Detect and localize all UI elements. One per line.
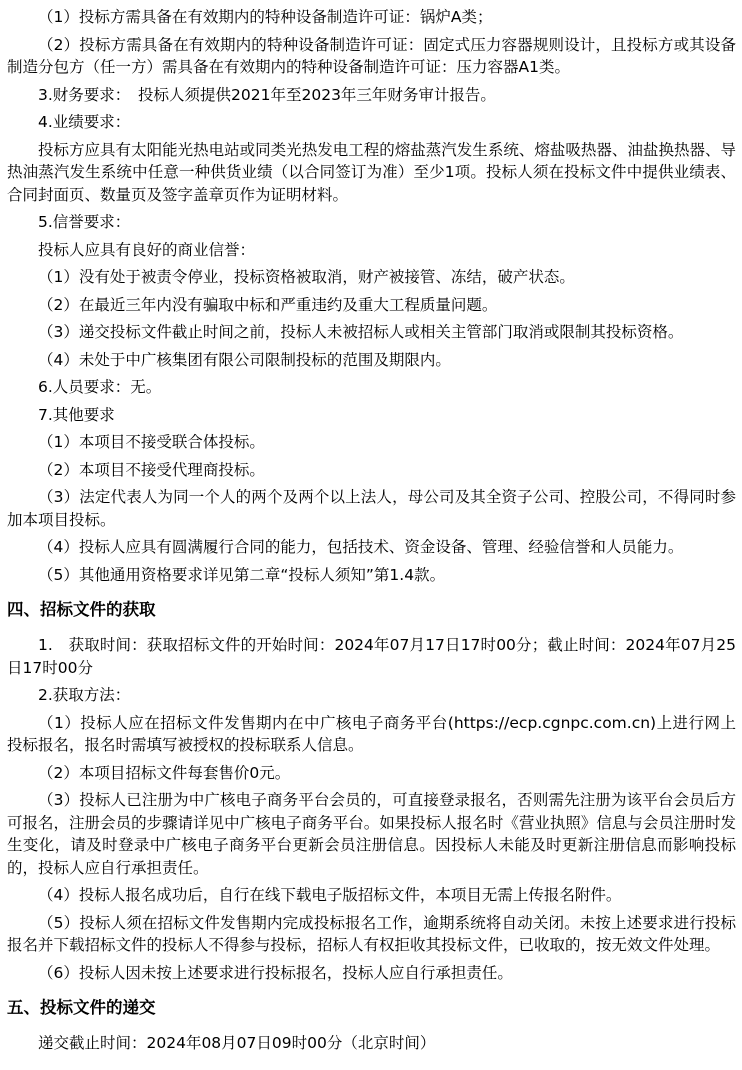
obtain-method-item-6: （6）投标人因未按上述要求进行投标报名，投标人应自行承担责任。 bbox=[38, 963, 513, 982]
clause-reputation-item-4: （4）未处于中广核集团有限公司限制投标的范围及期限内。 bbox=[38, 350, 451, 369]
clause-reputation-item-3: （3）递交投标文件截止时间之前，投标人未被招标人或相关主管部门取消或限制其投标资格。 bbox=[38, 323, 684, 341]
obtain-method-item-5: （5）投标人须在招标文件发售期内完成投标报名工作，逾期系统将自动关闭。未按上述要求进行投标报名并下载招标文件的投标人不得参与投标，招标人有权拒收其投标文件，已收取的，按无效文件处理。 bbox=[7, 913, 736, 954]
clause-performance-requirement-body: 投标方应具有太阳能光热电站或同类光热发电工程的熔盐蒸汽发生系统、熔盐吸热器、油盐换热器、导热油蒸汽发生系统中任意一种供货业绩（以合同签订为准）至少1项。投标人须在投标文件中提供业绩表、合同封面页、数量页及签字盖章页作为证明材料。 bbox=[7, 140, 736, 204]
obtain-method-item-3: （3）投标人已注册为中广核电子商务平台会员的，可直接登录报名，否则需先注册为该平台会员后方可报名，注册会员的步骤请详见中广核电子商务平台。如果投标人报名时《营业执照》信息与会员注册时发生变化，请及时登录中广核电子商务平台更新会员注册信息。因投标人未能及时更新注册信息而影响投标的，投标人应自行承担责任。 bbox=[7, 791, 736, 877]
obtain-method-item-1: （1）投标人应在招标文件发售期内在中广核电子商务平台(https://ecp.cgnpc.com.cn)上进行网上投标报名，报名时需填写被授权的投标联系人信息。 bbox=[7, 713, 736, 754]
clause-reputation-intro: 投标人应具有良好的商业信誉： bbox=[38, 240, 256, 259]
clause-other-item-2: （2）本项目不接受代理商投标。 bbox=[38, 460, 265, 479]
clause-other-item-3: （3）法定代表人为同一个人的两个及两个以上法人，母公司及其全资子公司、控股公司，不得同时参加本项目投标。 bbox=[7, 488, 736, 529]
obtain-method-item-2: （2）本项目招标文件每套售价0元。 bbox=[38, 763, 291, 782]
clause-other-requirements-title: 7.其他要求 bbox=[38, 405, 115, 424]
clause-other-item-4: （4）投标人应具有圆满履行合同的能力，包括技术、资金设备、管理、经验信誉和人员能力。 bbox=[38, 538, 684, 556]
section-bid-submission bbox=[7, 996, 736, 1055]
clause-special-equipment-license-pressure-vessel: （2）投标方需具备在有效期内的特种设备制造许可证：固定式压力容器规则设计，且投标方或其设备制造分包方（任一方）需具备在有效期内的特种设备制造许可证：压力容器A1类。 bbox=[7, 35, 736, 76]
clause-reputation-requirement-title: 5.信誉要求： bbox=[38, 213, 131, 231]
obtain-time: 1. 获取时间：获取招标文件的开始时间：2024年07月17日17时00分；截止时间：2024年07月25日17时00分 bbox=[7, 636, 736, 677]
section-obtain-tender-documents bbox=[7, 598, 736, 984]
section-heading-obtain-documents: 四、招标文件的获取 bbox=[7, 600, 156, 619]
clause-personnel-requirement: 6.人员要求：无。 bbox=[38, 378, 162, 396]
clause-performance-requirement-title: 4.业绩要求： bbox=[38, 113, 131, 131]
clause-reputation-item-1: （1）没有处于被责令停业，投标资格被取消，财产被接管、冻结，破产状态。 bbox=[38, 268, 575, 286]
obtain-method-title: 2.获取方法： bbox=[38, 686, 131, 704]
clause-other-item-5: （5）其他通用资格要求详见第二章“投标人须知”第1.4款。 bbox=[38, 565, 446, 584]
clause-financial-requirement: 3.财务要求： 投标人须提供2021年至2023年三年财务审计报告。 bbox=[38, 85, 496, 104]
section-heading-bid-submission: 五、投标文件的递交 bbox=[7, 998, 156, 1017]
clause-reputation-item-2: （2）在最近三年内没有骗取中标和严重违约及重大工程质量问题。 bbox=[38, 295, 498, 314]
obtain-method-item-4: （4）投标人报名成功后，自行在线下载电子版招标文件，本项目无需上传报名附件。 bbox=[38, 886, 622, 904]
section-qualification-requirements bbox=[7, 6, 736, 586]
clause-other-item-1: （1）本项目不接受联合体投标。 bbox=[38, 433, 265, 451]
clause-special-equipment-license-boiler: （1）投标方需具备在有效期内的特种设备制造许可证：锅炉A类； bbox=[38, 8, 493, 26]
submission-deadline: 递交截止时间：2024年08月07日09时00分（北京时间） bbox=[38, 1034, 436, 1052]
